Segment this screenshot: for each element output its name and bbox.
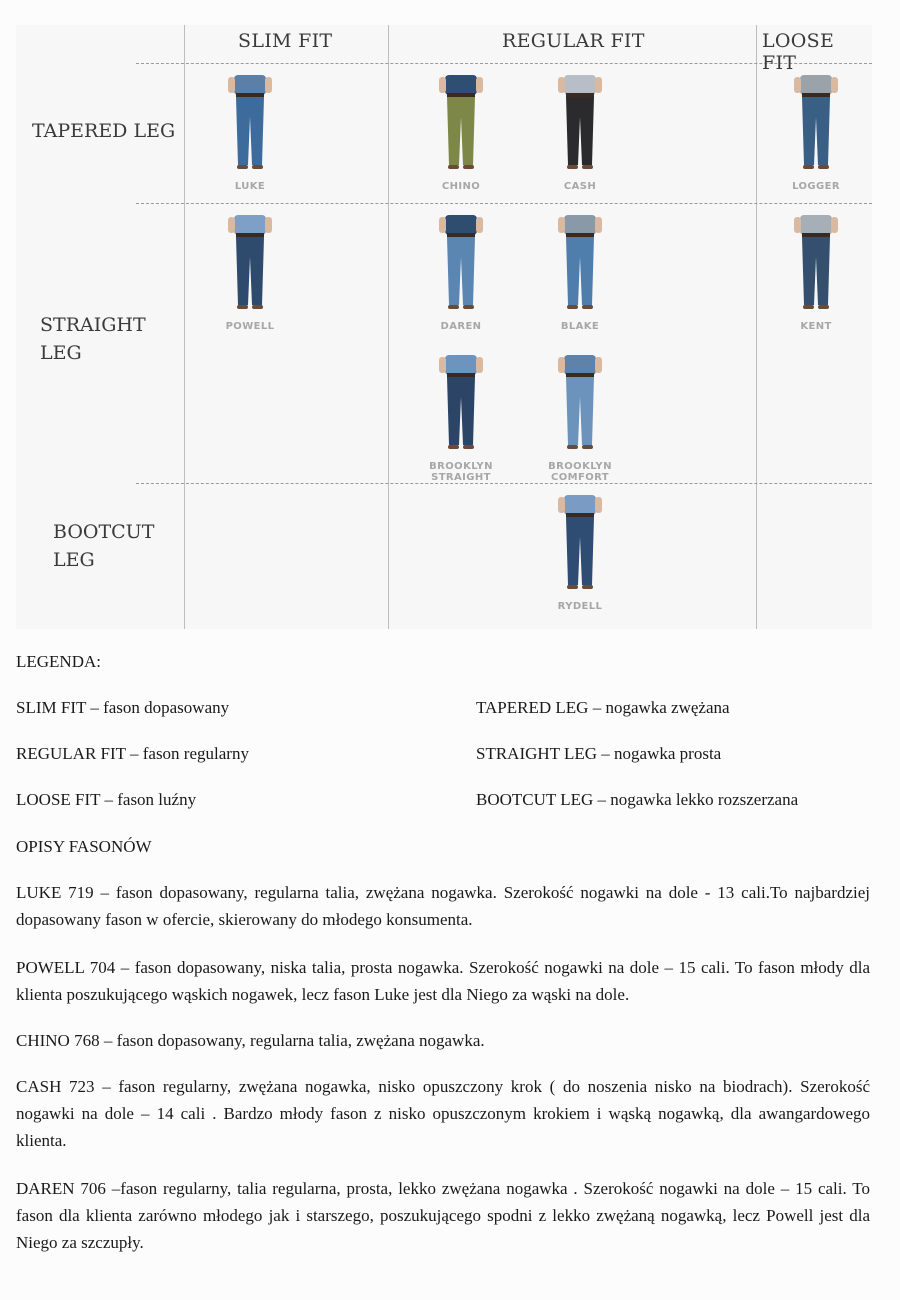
- shoe-shape: [252, 305, 263, 309]
- shirt-shape: [445, 215, 477, 235]
- shoe-shape: [582, 305, 593, 309]
- description-term: DAREN: [16, 1179, 75, 1198]
- legend-item-straight-leg: [476, 740, 721, 767]
- belt-shape: [447, 233, 475, 237]
- legend-term: TAPERED LEG: [476, 698, 589, 717]
- arm-shape: [476, 77, 483, 93]
- jeans-model-kent[interactable]: [756, 213, 876, 337]
- jeans-model-luke[interactable]: [190, 73, 310, 197]
- arm-shape: [558, 77, 565, 93]
- arm-shape: [228, 217, 235, 233]
- belt-shape: [802, 93, 830, 97]
- jeans-model-label: CASH: [563, 181, 597, 192]
- jeans-model-label: POWELL: [225, 321, 275, 332]
- jeans-figure-icon: [401, 213, 521, 319]
- jeans-model-label: CHINO: [441, 181, 481, 192]
- legend-term: STRAIGHT LEG: [476, 744, 598, 763]
- shoe-shape: [463, 305, 474, 309]
- shirt-shape: [445, 75, 477, 95]
- jeans-shape: [236, 97, 264, 165]
- jeans-shape: [236, 237, 264, 305]
- jeans-shape: [566, 517, 594, 585]
- jeans-model-label: LUKE: [234, 181, 266, 192]
- row-heading-line: LEG: [40, 342, 82, 364]
- legend-item-tapered-leg: [476, 694, 730, 721]
- jeans-model-powell[interactable]: [190, 213, 310, 337]
- jeans-model-cash[interactable]: [520, 73, 640, 197]
- descriptions-heading: OPISY FASONÓW: [16, 837, 152, 856]
- shoe-shape: [567, 445, 578, 449]
- shoe-shape: [252, 165, 263, 169]
- jeans-model-label: BROOKLYN STRAIGHT: [429, 461, 493, 483]
- arm-shape: [831, 217, 838, 233]
- description-text: 723 – fason regularny, zwężana nogawka, nisko opuszczony krok ( do noszenia nisko na biodrach). Szerokość nogawki na dole – 14 cali . Bardzo młody fason z nisko opuszczonym krokiem i wąską nogawką, dla awangardowego klienta.: [16, 1077, 870, 1150]
- jeans-model-blake[interactable]: [520, 213, 640, 337]
- grid-divider: [136, 483, 872, 484]
- row-heading-tapered-leg: [32, 117, 175, 145]
- jeans-model-label: DAREN: [440, 321, 482, 332]
- legend-term: REGULAR FIT: [16, 744, 126, 763]
- legend-desc: – fason regularny: [125, 744, 249, 763]
- arm-shape: [265, 217, 272, 233]
- shoe-shape: [803, 165, 814, 169]
- belt-shape: [566, 513, 594, 517]
- row-heading-straight-leg: [40, 311, 146, 367]
- jeans-model-label: BROOKLYN COMFORT: [548, 461, 612, 483]
- legend-term: LOOSE FIT: [16, 790, 101, 809]
- jeans-shape: [566, 377, 594, 445]
- fit-grid: [16, 25, 872, 629]
- shoe-shape: [582, 165, 593, 169]
- jeans-model-label: RYDELL: [557, 601, 603, 612]
- jeans-model-label: BLAKE: [560, 321, 600, 332]
- row-heading-line: BOOTCUT: [53, 521, 155, 543]
- grid-divider: [136, 203, 872, 204]
- shirt-shape: [564, 215, 596, 235]
- description-term: LUKE: [16, 883, 62, 902]
- belt-shape: [236, 233, 264, 237]
- arm-shape: [595, 77, 602, 93]
- legend-heading: LEGENDA:: [16, 652, 101, 671]
- row-heading-line: STRAIGHT: [40, 314, 146, 336]
- shoe-shape: [448, 305, 459, 309]
- column-heading-loose-fit: LOOSE FIT: [762, 30, 835, 74]
- arm-shape: [476, 357, 483, 373]
- shirt-shape: [800, 75, 832, 95]
- jeans-shape: [566, 237, 594, 305]
- jeans-figure-icon: [520, 353, 640, 459]
- shoe-shape: [448, 445, 459, 449]
- arm-shape: [595, 357, 602, 373]
- description-daren: [16, 1175, 870, 1256]
- belt-shape: [236, 93, 264, 97]
- description-luke: [16, 879, 870, 933]
- description-text: 719 – fason dopasowany, regularna talia, zwężana nogawka. Szerokość nogawki na dole - 13 cali.To najbardziej dopasowany fason w ofercie, skierowany do młodego konsumenta.: [16, 883, 870, 929]
- description-text: 768 – fason dopasowany, regularna talia, zwężana nogawka.: [69, 1031, 485, 1050]
- arm-shape: [439, 217, 446, 233]
- arm-shape: [794, 217, 801, 233]
- arm-shape: [439, 357, 446, 373]
- description-text: 706 –fason regularny, talia regularna, prosta, lekko zwężana nogawka . Szerokość nogawki na dole – 15 cali. To fason dla klienta zarówno młodego jak i starszego, poszukującego spodni z lekko zwężaną nogawką, lecz Powell jest dla Niego za szczupły.: [16, 1179, 870, 1252]
- row-heading-line: TAPERED LEG: [32, 120, 176, 142]
- column-heading-regular-fit: REGULAR FIT: [502, 30, 645, 52]
- shirt-shape: [234, 215, 266, 235]
- shirt-shape: [800, 215, 832, 235]
- jeans-figure-icon: [401, 353, 521, 459]
- shoe-shape: [818, 305, 829, 309]
- arm-shape: [558, 497, 565, 513]
- shoe-shape: [582, 585, 593, 589]
- shirt-shape: [445, 355, 477, 375]
- shoe-shape: [237, 305, 248, 309]
- jeans-shape: [802, 237, 830, 305]
- arm-shape: [265, 77, 272, 93]
- grid-divider: [388, 25, 389, 629]
- description-term: CASH: [16, 1077, 62, 1096]
- jeans-model-rydell[interactable]: [520, 493, 640, 617]
- description-term: CHINO: [16, 1031, 70, 1050]
- legend-desc: – fason dopasowany: [86, 698, 230, 717]
- shoe-shape: [448, 165, 459, 169]
- jeans-figure-icon: [756, 73, 876, 179]
- shirt-shape: [564, 355, 596, 375]
- shoe-shape: [237, 165, 248, 169]
- jeans-figure-icon: [190, 73, 310, 179]
- description-text: 704 – fason dopasowany, niska talia, prosta nogawka. Szerokość nogawki na dole – 15 cali. To fason młody dla klienta poszukującego wąskich nogawek, lecz fason Luke jest dla Niego za wąski na dole.: [16, 958, 870, 1004]
- jeans-model-daren[interactable]: [401, 213, 521, 337]
- jeans-figure-icon: [520, 493, 640, 599]
- jeans-model-brooklyn-comfort[interactable]: [520, 353, 640, 483]
- legend-item-slim-fit: [16, 694, 229, 721]
- shoe-shape: [463, 165, 474, 169]
- jeans-shape: [447, 97, 475, 165]
- legend-item-loose-fit: [16, 786, 196, 813]
- belt-shape: [566, 373, 594, 377]
- shoe-shape: [567, 165, 578, 169]
- arm-shape: [831, 77, 838, 93]
- column-heading-slim-fit: SLIM FIT: [238, 30, 333, 52]
- jeans-figure-icon: [401, 73, 521, 179]
- legend-desc: – fason luźny: [100, 790, 197, 809]
- jeans-figure-icon: [190, 213, 310, 319]
- jeans-shape: [566, 97, 594, 165]
- jeans-shape: [447, 237, 475, 305]
- shoe-shape: [818, 165, 829, 169]
- arm-shape: [595, 217, 602, 233]
- belt-shape: [447, 373, 475, 377]
- jeans-figure-icon: [520, 213, 640, 319]
- row-heading-bootcut-leg: [53, 518, 154, 574]
- shirt-shape: [564, 75, 596, 95]
- legend-item-regular-fit: [16, 740, 249, 767]
- legend-item-bootcut-leg: [476, 786, 798, 813]
- legend-desc: – nogawka prosta: [597, 744, 722, 763]
- legend-desc: – nogawka lekko rozszerzana: [593, 790, 799, 809]
- jeans-shape: [447, 377, 475, 445]
- row-heading-line: LEG: [53, 549, 95, 571]
- legend-term: BOOTCUT LEG: [476, 790, 594, 809]
- description-term: POWELL: [16, 958, 85, 977]
- description-chino: [16, 1027, 870, 1054]
- shoe-shape: [567, 305, 578, 309]
- description-powell: [16, 954, 870, 1008]
- jeans-figure-icon: [520, 73, 640, 179]
- belt-shape: [566, 93, 594, 97]
- arm-shape: [476, 217, 483, 233]
- legend-term: SLIM FIT: [16, 698, 87, 717]
- shoe-shape: [582, 445, 593, 449]
- description-cash: [16, 1073, 870, 1154]
- jeans-model-label: KENT: [800, 321, 832, 332]
- arm-shape: [439, 77, 446, 93]
- arm-shape: [794, 77, 801, 93]
- belt-shape: [447, 93, 475, 97]
- jeans-model-chino[interactable]: [401, 73, 521, 197]
- arm-shape: [228, 77, 235, 93]
- jeans-model-brooklyn-straight[interactable]: [401, 353, 521, 483]
- shirt-shape: [234, 75, 266, 95]
- legend-desc: – nogawka zwężana: [588, 698, 730, 717]
- jeans-model-label: LOGGER: [792, 181, 840, 192]
- jeans-figure-icon: [756, 213, 876, 319]
- shoe-shape: [803, 305, 814, 309]
- arm-shape: [595, 497, 602, 513]
- belt-shape: [566, 233, 594, 237]
- shoe-shape: [463, 445, 474, 449]
- shirt-shape: [564, 495, 596, 515]
- belt-shape: [802, 233, 830, 237]
- arm-shape: [558, 357, 565, 373]
- jeans-model-logger[interactable]: [756, 73, 876, 197]
- shoe-shape: [567, 585, 578, 589]
- arm-shape: [558, 217, 565, 233]
- grid-divider: [184, 25, 185, 629]
- jeans-shape: [802, 97, 830, 165]
